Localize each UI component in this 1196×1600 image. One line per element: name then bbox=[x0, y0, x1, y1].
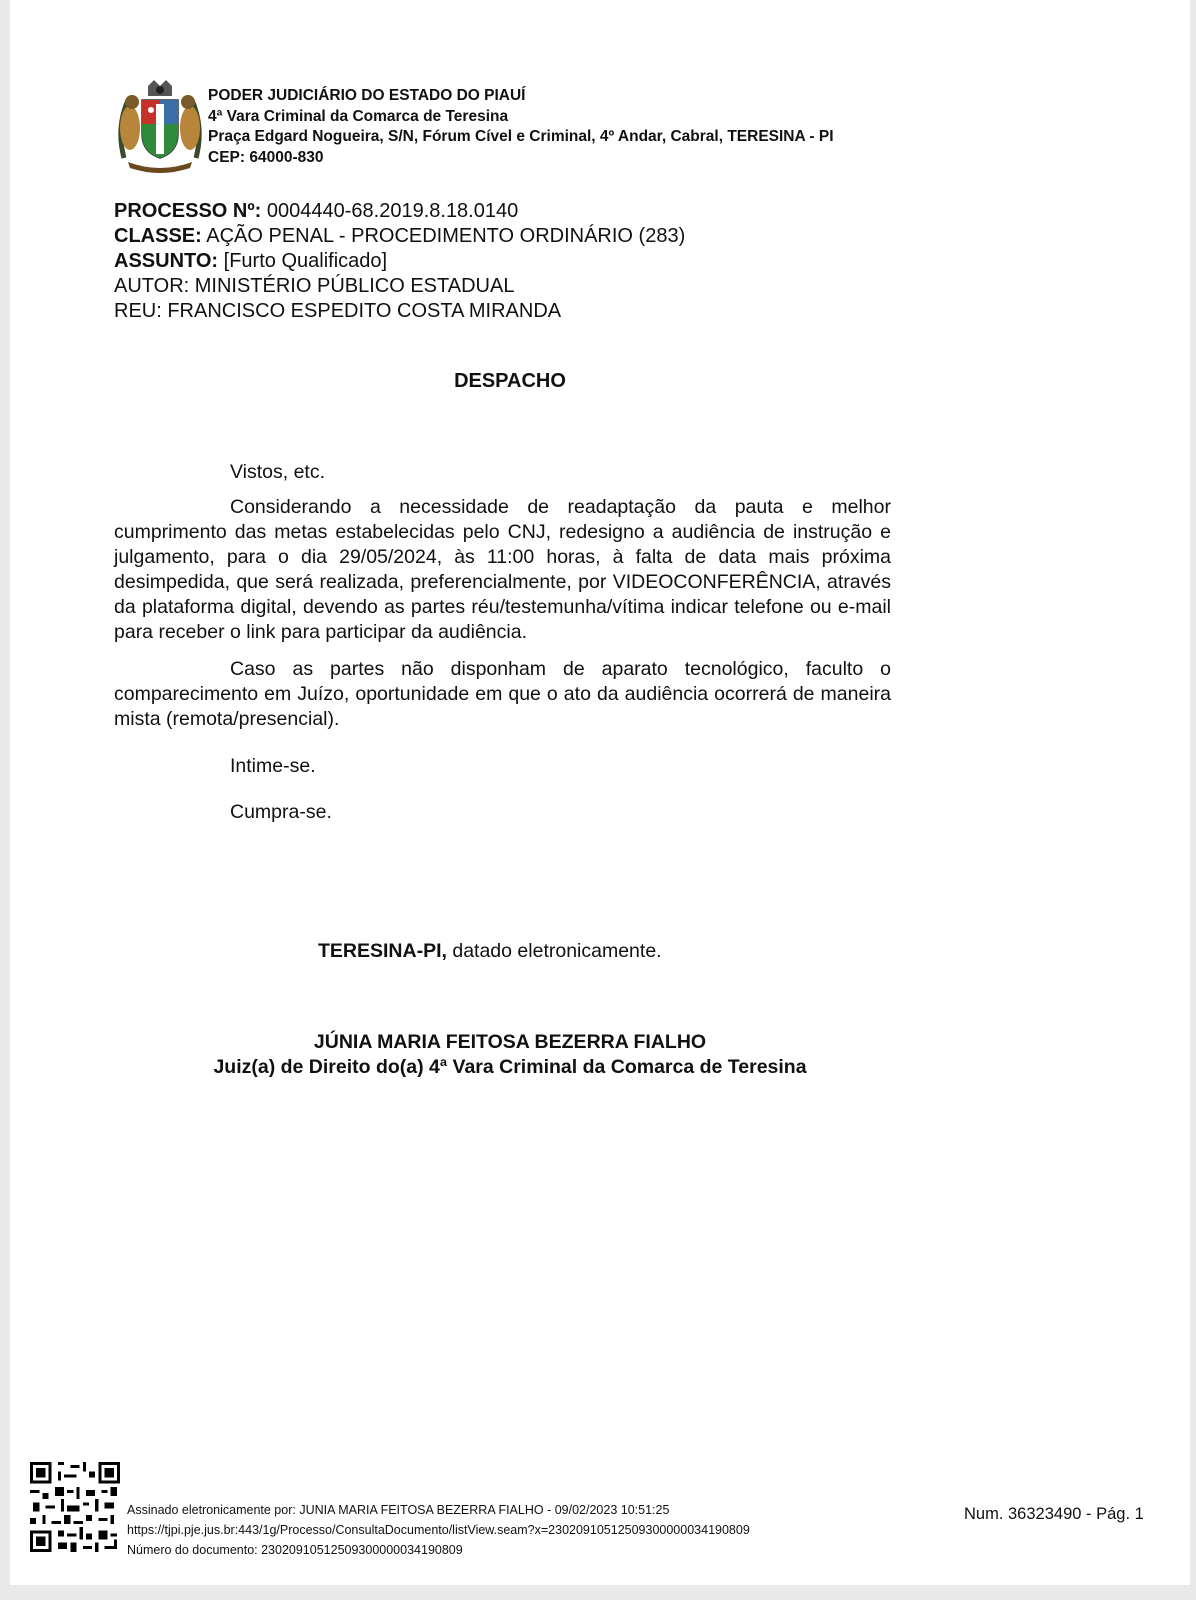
paragraph-intime: Intime-se. bbox=[230, 755, 316, 777]
paragraph-caso: Caso as partes não disponham de aparato tecnológico, faculto o comparecimento em Juízo, oportunidade em que o ato da audiência ocorrerá de maneira mista (remota/presencial). bbox=[114, 658, 891, 730]
reu-line: REU: FRANCISCO ESPEDITO COSTA MIRANDA bbox=[114, 300, 562, 322]
footer-docnum: Número do documento: 23020910512509300000034190809 bbox=[127, 1543, 463, 1557]
court-address: Praça Edgard Nogueira, S/N, Fórum Cível e Criminal, 4º Andar, Cabral, TERESINA - PI bbox=[208, 128, 834, 145]
classe-line bbox=[114, 224, 685, 249]
judge-name: JÚNIA MARIA FEITOSA BEZERRA FIALHO bbox=[313, 1031, 707, 1053]
document-body bbox=[114, 460, 891, 825]
court-zip: CEP: 64000-830 bbox=[208, 148, 324, 166]
processo-line bbox=[114, 199, 685, 224]
court-division: 4ª Vara Criminal da Comarca de Teresina bbox=[208, 107, 509, 125]
document-title: DESPACHO bbox=[454, 370, 566, 392]
dated-text: datado eletronicamente. bbox=[446, 940, 662, 962]
footer-signed: Assinado eletronicamente por: JUNIA MARIA FEITOSA BEZERRA FIALHO - 09/02/2023 10:51:25 bbox=[127, 1503, 670, 1517]
court-name: PODER JUDICIÁRIO DO ESTADO DO PIAUÍ bbox=[208, 87, 526, 104]
signature-block bbox=[10, 1030, 1010, 1080]
classe-label: CLASSE: bbox=[114, 225, 202, 247]
coat-of-arms-logo bbox=[114, 78, 206, 174]
processo-label: PROCESSO Nº: bbox=[114, 200, 262, 222]
assunto-line bbox=[114, 249, 685, 274]
footer-signature-info bbox=[127, 1500, 750, 1560]
case-info bbox=[114, 199, 685, 324]
classe-value: AÇÃO PENAL - PROCEDIMENTO ORDINÁRIO (283) bbox=[201, 225, 686, 247]
footer-url: https://tjpi.pje.jus.br:443/1g/Processo/ConsultaDocumento/listView.seam?x=23020910512509300000034190809 bbox=[127, 1523, 750, 1537]
processo-value: 0004440-68.2019.8.18.0140 bbox=[261, 200, 519, 222]
autor-line: AUTOR: MINISTÉRIO PÚBLICO ESTADUAL bbox=[114, 275, 515, 297]
dated-line bbox=[318, 940, 662, 963]
paragraph-considerando: Considerando a necessidade de readaptação da pauta e melhor cumprimento das metas estabelecidas pelo CNJ, redesigno a audiência de instrução e julgamento, para o dia 29/05/2024, às 11:00 horas, à falta de data mais próxima desimpedida, que será realizada, preferencialmente, por VIDEOCONFERÊNCIA, através da plataforma digital, devendo as partes réu/testemunha/vítima indicar telefone ou e-mail para receber o link para participar da audiência. bbox=[114, 496, 891, 643]
page-number: Num. 36323490 - Pág. 1 bbox=[964, 1505, 1144, 1523]
paragraph-cumpra: Cumpra-se. bbox=[230, 801, 332, 823]
qr-code-icon bbox=[30, 1462, 120, 1552]
assunto-label: ASSUNTO: bbox=[114, 250, 219, 272]
assunto-value: [Furto Qualificado] bbox=[218, 250, 388, 272]
judge-role: Juiz(a) de Direito do(a) 4ª Vara Criminal da Comarca de Teresina bbox=[213, 1056, 807, 1078]
court-header bbox=[208, 86, 834, 168]
dated-place: TERESINA-PI, bbox=[318, 940, 447, 962]
document-page bbox=[10, 0, 1190, 1585]
paragraph-vistos: Vistos, etc. bbox=[230, 461, 326, 483]
